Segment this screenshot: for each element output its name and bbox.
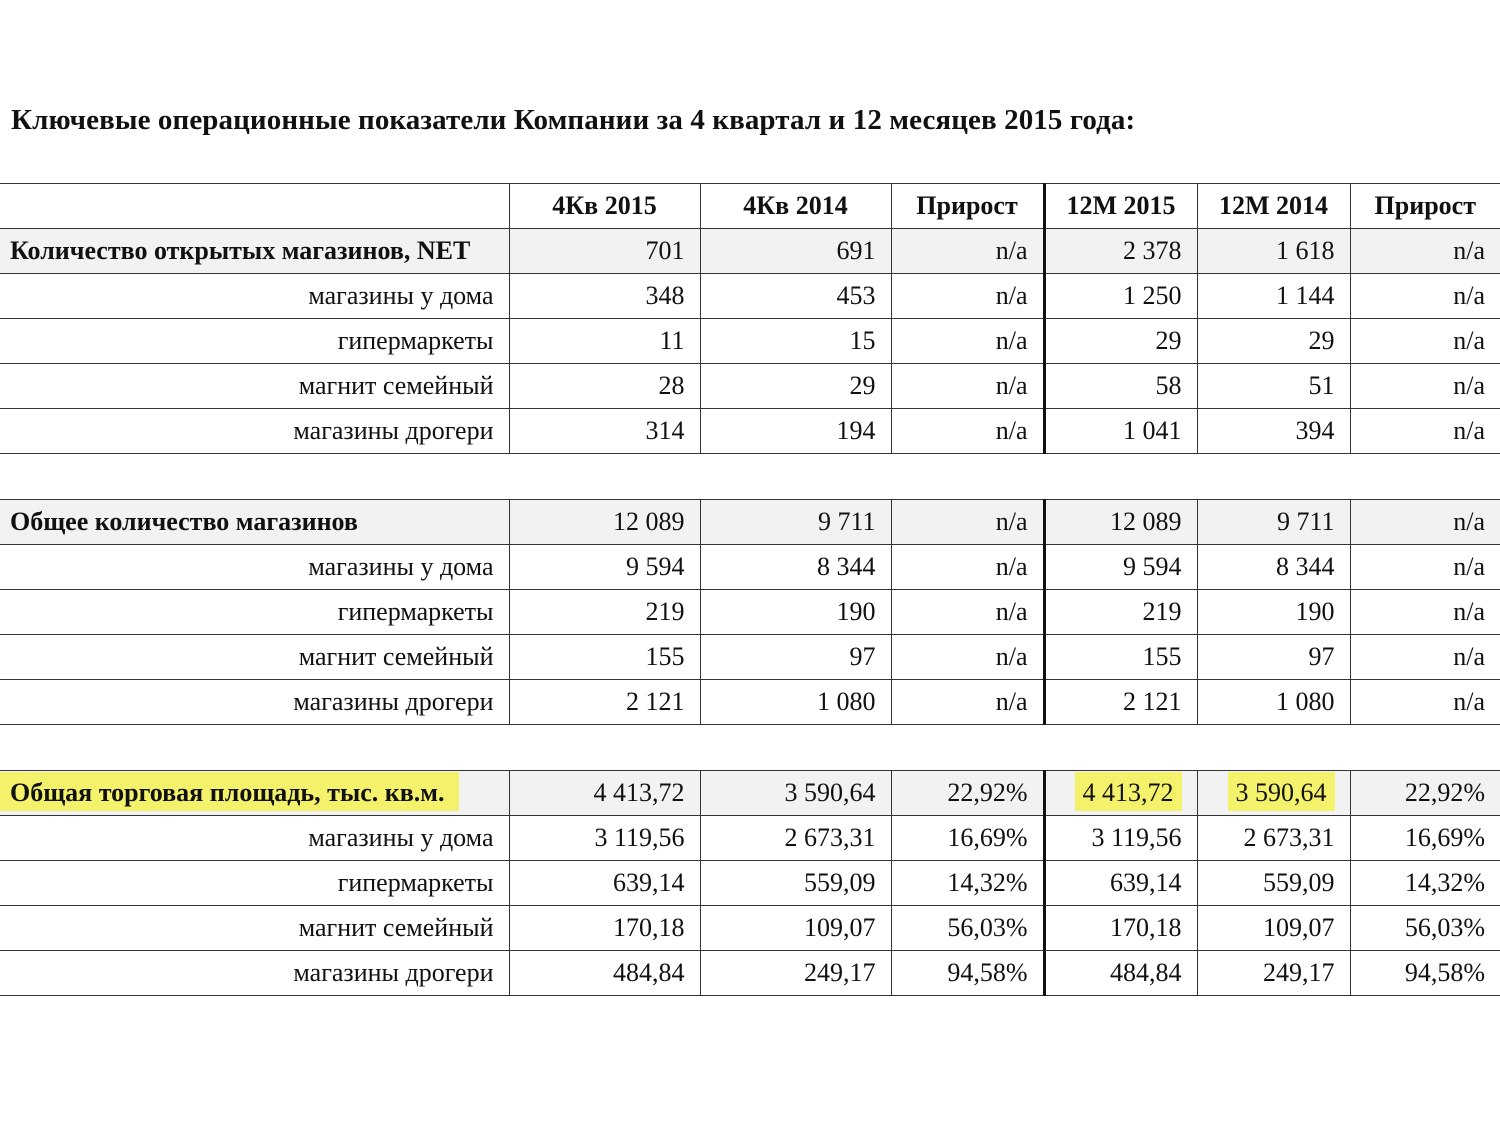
table-cell: n/a: [1350, 680, 1500, 725]
section-label: Количество открытых магазинов, NET: [0, 229, 509, 274]
table-cell: 559,09: [1197, 861, 1350, 906]
table-cell: 559,09: [700, 861, 891, 906]
table-cell: n/a: [1350, 274, 1500, 319]
table-cell: 2 673,31: [1197, 816, 1350, 861]
table-cell: 28: [509, 364, 700, 409]
table-cell: 58: [1044, 364, 1197, 409]
column-header-q4-2015: 4Кв 2015: [509, 184, 700, 229]
table-cell: 219: [509, 590, 700, 635]
column-header-q4-2014: 4Кв 2014: [700, 184, 891, 229]
row-label: магнит семейный: [0, 635, 509, 680]
table-cell: 155: [509, 635, 700, 680]
table-cell: 314: [509, 409, 700, 454]
table-cell: 2 121: [1044, 680, 1197, 725]
table-cell: 639,14: [1044, 861, 1197, 906]
table-row: [0, 545, 1500, 590]
table-header-row: [0, 184, 1500, 229]
table-cell: 109,07: [700, 906, 891, 951]
table-cell: 22,92%: [891, 771, 1044, 816]
page-title: Ключевые операционные показатели Компании за 4 квартал и 12 месяцев 2015 года:: [11, 104, 1136, 136]
table-cell: 16,69%: [891, 816, 1044, 861]
highlighted-value: 3 590,64: [1228, 772, 1335, 811]
column-header-empty: [0, 184, 509, 229]
row-label: магазины дрогери: [0, 409, 509, 454]
row-label: магазины у дома: [0, 545, 509, 590]
table-cell: 29: [1044, 319, 1197, 364]
row-label: магазины дрогери: [0, 680, 509, 725]
table-cell: 2 121: [509, 680, 700, 725]
table-cell: 11: [509, 319, 700, 364]
table-cell: 97: [700, 635, 891, 680]
table-cell: n/a: [1350, 319, 1500, 364]
section-header-row: [0, 771, 1500, 816]
table-row: [0, 364, 1500, 409]
table-cell: 348: [509, 274, 700, 319]
table-cell: 51: [1197, 364, 1350, 409]
table-cell: 701: [509, 229, 700, 274]
table-cell: [1197, 771, 1350, 816]
table-cell: 109,07: [1197, 906, 1350, 951]
table-cell: n/a: [891, 364, 1044, 409]
table-cell: 1 618: [1197, 229, 1350, 274]
table-cell: 190: [1197, 590, 1350, 635]
table-cell: 190: [700, 590, 891, 635]
table-cell: 9 594: [509, 545, 700, 590]
table-cell: 56,03%: [891, 906, 1044, 951]
table-cell: n/a: [891, 274, 1044, 319]
table-row: [0, 274, 1500, 319]
table-row: [0, 906, 1500, 951]
table-cell: n/a: [1350, 590, 1500, 635]
table-cell: [1044, 771, 1197, 816]
table-cell: n/a: [891, 680, 1044, 725]
table-cell: 29: [1197, 319, 1350, 364]
table-cell: 639,14: [509, 861, 700, 906]
table-cell: n/a: [1350, 229, 1500, 274]
table-cell: 194: [700, 409, 891, 454]
table-cell: 4 413,72: [509, 771, 700, 816]
spacer-row: [0, 725, 1500, 771]
table-cell: 155: [1044, 635, 1197, 680]
row-label: гипермаркеты: [0, 861, 509, 906]
table-cell: n/a: [1350, 500, 1500, 545]
table-row: [0, 635, 1500, 680]
table-cell: n/a: [891, 319, 1044, 364]
table-cell: n/a: [1350, 364, 1500, 409]
table-cell: 3 119,56: [1044, 816, 1197, 861]
table-cell: 249,17: [1197, 951, 1350, 996]
table-cell: n/a: [1350, 409, 1500, 454]
table-cell: 1 144: [1197, 274, 1350, 319]
table-row: [0, 590, 1500, 635]
table-cell: 94,58%: [1350, 951, 1500, 996]
table-cell: 29: [700, 364, 891, 409]
table-cell: n/a: [891, 545, 1044, 590]
table-cell: 9 711: [1197, 500, 1350, 545]
table-cell: 8 344: [700, 545, 891, 590]
highlighted-section-label: Общая торговая площадь, тыс. кв.м.: [0, 772, 459, 811]
row-label: магазины у дома: [0, 274, 509, 319]
table-row: [0, 409, 1500, 454]
table-row: [0, 680, 1500, 725]
row-label: гипермаркеты: [0, 319, 509, 364]
table-cell: 2 673,31: [700, 816, 891, 861]
operational-metrics-table: [0, 183, 1500, 996]
table-cell: 12 089: [1044, 500, 1197, 545]
column-header-growth-q4: Прирост: [891, 184, 1044, 229]
table-cell: 15: [700, 319, 891, 364]
table-row: [0, 951, 1500, 996]
table-cell: n/a: [891, 500, 1044, 545]
table-cell: 3 119,56: [509, 816, 700, 861]
row-label: магазины у дома: [0, 816, 509, 861]
section-header-row: [0, 229, 1500, 274]
table-row: [0, 816, 1500, 861]
table-cell: 1 080: [1197, 680, 1350, 725]
table-cell: 22,92%: [1350, 771, 1500, 816]
section-label: Общее количество магазинов: [0, 500, 509, 545]
table-cell: 3 590,64: [700, 771, 891, 816]
table-row: [0, 861, 1500, 906]
table-cell: n/a: [891, 229, 1044, 274]
table-cell: 219: [1044, 590, 1197, 635]
row-label: гипермаркеты: [0, 590, 509, 635]
highlighted-value: 4 413,72: [1075, 772, 1182, 811]
table-cell: 484,84: [509, 951, 700, 996]
table-cell: n/a: [1350, 635, 1500, 680]
table-cell: 2 378: [1044, 229, 1197, 274]
row-label: магнит семейный: [0, 364, 509, 409]
column-header-12m-2015: 12М 2015: [1044, 184, 1197, 229]
table-cell: 484,84: [1044, 951, 1197, 996]
table-cell: 14,32%: [1350, 861, 1500, 906]
table-cell: 16,69%: [1350, 816, 1500, 861]
table-cell: 9 711: [700, 500, 891, 545]
table-cell: 14,32%: [891, 861, 1044, 906]
row-label: магазины дрогери: [0, 951, 509, 996]
table-row: [0, 319, 1500, 364]
table-cell: 453: [700, 274, 891, 319]
table-cell: 1 250: [1044, 274, 1197, 319]
table-cell: 170,18: [509, 906, 700, 951]
table-cell: 1 041: [1044, 409, 1197, 454]
table-cell: 170,18: [1044, 906, 1197, 951]
table-cell: n/a: [1350, 545, 1500, 590]
table-cell: 394: [1197, 409, 1350, 454]
table-cell: 97: [1197, 635, 1350, 680]
row-label: магнит семейный: [0, 906, 509, 951]
table-cell: 12 089: [509, 500, 700, 545]
column-header-12m-2014: 12М 2014: [1197, 184, 1350, 229]
table-cell: 9 594: [1044, 545, 1197, 590]
table-cell: n/a: [891, 409, 1044, 454]
table-cell: 249,17: [700, 951, 891, 996]
table-cell: 56,03%: [1350, 906, 1500, 951]
column-header-growth-12m: Прирост: [1350, 184, 1500, 229]
table-cell: 94,58%: [891, 951, 1044, 996]
table-cell: n/a: [891, 590, 1044, 635]
table-cell: n/a: [891, 635, 1044, 680]
spacer-row: [0, 454, 1500, 500]
table-cell: 8 344: [1197, 545, 1350, 590]
section-header-row: [0, 500, 1500, 545]
table-cell: 1 080: [700, 680, 891, 725]
table-cell: 691: [700, 229, 891, 274]
section-label: [0, 771, 509, 816]
